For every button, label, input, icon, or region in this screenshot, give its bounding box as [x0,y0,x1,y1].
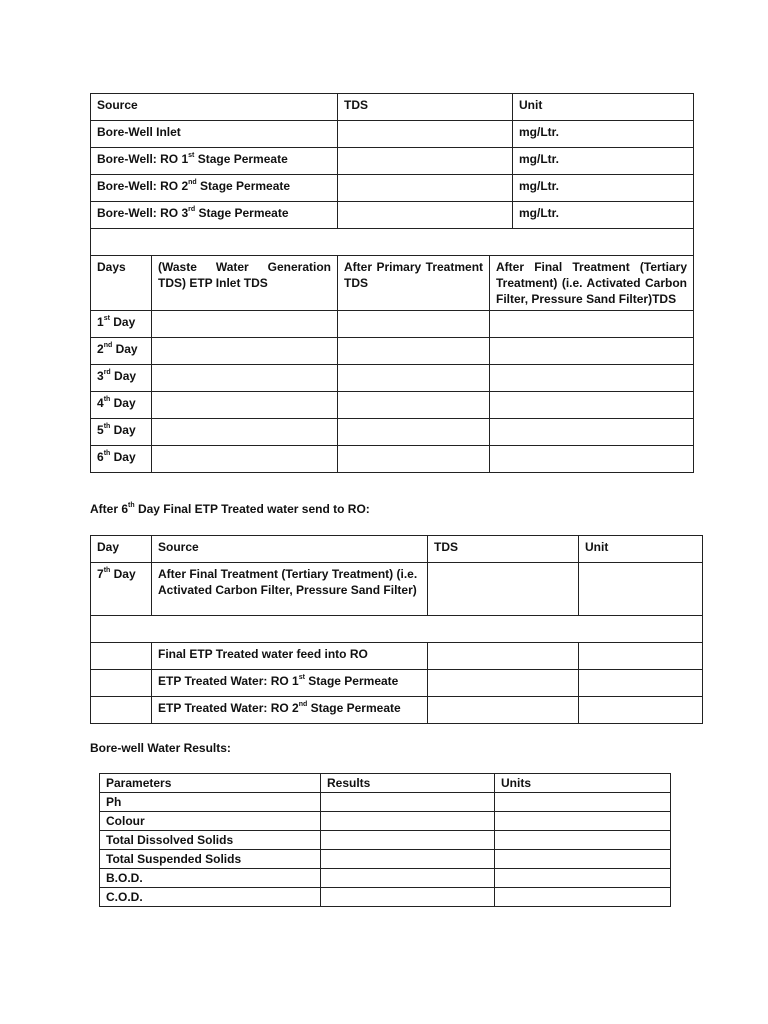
unit-cell: mg/Ltr. [513,202,694,229]
borewell-results-table [99,773,671,907]
primary-cell[interactable] [338,365,490,392]
parameter-cell: Total Dissolved Solids [100,831,321,850]
etp-inlet-cell[interactable] [152,419,338,446]
final-cell[interactable] [490,338,694,365]
spacer-row [91,229,694,256]
day-row [91,365,694,392]
header-source: Source [91,94,338,121]
final-cell[interactable] [490,311,694,338]
header-final-treatment-tds: After Final Treatment (Tertiary Treatment) (i.e. Activated Carbon Filter, Pressure Sand Filter)TDS [490,256,694,311]
table-row [100,869,671,888]
unit-cell: mg/Ltr. [513,121,694,148]
tds-cell[interactable] [428,643,579,670]
source-cell: Bore-Well: RO 3rd Stage Permeate [91,202,338,229]
units-cell[interactable] [495,831,671,850]
parameter-cell: C.O.D. [100,888,321,907]
primary-cell[interactable] [338,419,490,446]
units-cell[interactable] [495,850,671,869]
header-source: Source [152,536,428,563]
table-row [91,121,694,148]
unit-cell: mg/Ltr. [513,148,694,175]
table-row [91,175,694,202]
section-heading-borewell-results: Bore-well Water Results: [90,741,231,755]
table-header-row [91,94,694,121]
source-cell: ETP Treated Water: RO 2nd Stage Permeate [152,697,428,724]
etp-inlet-cell[interactable] [152,311,338,338]
primary-cell[interactable] [338,392,490,419]
tds-cell[interactable] [338,175,513,202]
header-day: Day [91,536,152,563]
day-label: 3rd Day [91,365,152,392]
day-cell[interactable] [91,643,152,670]
tds-cell[interactable] [338,148,513,175]
table-row [91,643,703,670]
etp-inlet-cell[interactable] [152,365,338,392]
day-row [91,446,694,473]
day-label: 2nd Day [91,338,152,365]
day-label: 5th Day [91,419,152,446]
etp-to-ro-table [90,535,703,724]
source-cell: Bore-Well Inlet [91,121,338,148]
unit-cell: mg/Ltr. [513,175,694,202]
header-days: Days [91,256,152,311]
primary-cell[interactable] [338,446,490,473]
borewell-tds-table [90,93,694,473]
parameter-cell: B.O.D. [100,869,321,888]
header-etp-inlet-tds: (Waste Water Generation TDS) ETP Inlet TDS [152,256,338,311]
final-cell[interactable] [490,392,694,419]
units-cell[interactable] [495,888,671,907]
tds-cell[interactable] [338,202,513,229]
result-cell[interactable] [321,869,495,888]
table-row [100,831,671,850]
header-primary-treatment-tds: After Primary Treatment TDS [338,256,490,311]
unit-cell[interactable] [579,697,703,724]
source-cell: After Final Treatment (Tertiary Treatment) (i.e. Activated Carbon Filter, Pressure Sand Filter) [152,563,428,616]
table-header-row [100,774,671,793]
primary-cell[interactable] [338,338,490,365]
header-unit: Unit [513,94,694,121]
table-row [91,670,703,697]
header-results: Results [321,774,495,793]
result-cell[interactable] [321,888,495,907]
etp-inlet-cell[interactable] [152,338,338,365]
final-cell[interactable] [490,446,694,473]
day-label: 4th Day [91,392,152,419]
days-header-row [91,256,694,311]
header-parameters: Parameters [100,774,321,793]
day-label: 7th Day [91,563,152,616]
header-tds: TDS [428,536,579,563]
unit-cell[interactable] [579,563,703,616]
table-row [91,148,694,175]
tds-cell[interactable] [338,121,513,148]
result-cell[interactable] [321,850,495,869]
day-cell[interactable] [91,670,152,697]
table-row [100,888,671,907]
table-row [100,793,671,812]
final-cell[interactable] [490,365,694,392]
day-cell[interactable] [91,697,152,724]
result-cell[interactable] [321,831,495,850]
day-row [91,419,694,446]
day-row [91,338,694,365]
parameter-cell: Ph [100,793,321,812]
units-cell[interactable] [495,812,671,831]
units-cell[interactable] [495,793,671,812]
day-label: 6th Day [91,446,152,473]
tds-cell[interactable] [428,670,579,697]
result-cell[interactable] [321,793,495,812]
parameter-cell: Total Suspended Solids [100,850,321,869]
etp-inlet-cell[interactable] [152,392,338,419]
table-row [100,850,671,869]
units-cell[interactable] [495,869,671,888]
unit-cell[interactable] [579,670,703,697]
day-label: 1st Day [91,311,152,338]
etp-inlet-cell[interactable] [152,446,338,473]
spacer-cell [91,616,703,643]
result-cell[interactable] [321,812,495,831]
day-row [91,392,694,419]
header-unit: Unit [579,536,703,563]
table-row [91,202,694,229]
unit-cell[interactable] [579,643,703,670]
header-tds: TDS [338,94,513,121]
source-cell: Final ETP Treated water feed into RO [152,643,428,670]
source-cell: Bore-Well: RO 1st Stage Permeate [91,148,338,175]
header-units: Units [495,774,671,793]
source-cell: ETP Treated Water: RO 1st Stage Permeate [152,670,428,697]
spacer-row [91,616,703,643]
parameter-cell: Colour [100,812,321,831]
final-cell[interactable] [490,419,694,446]
table-header-row [91,536,703,563]
spacer-cell [91,229,694,256]
table-row [91,697,703,724]
tds-cell[interactable] [428,697,579,724]
section-heading-ro-feed: After 6th Day Final ETP Treated water send to RO: [90,502,370,516]
table-row [91,563,703,616]
primary-cell[interactable] [338,311,490,338]
day-row [91,311,694,338]
source-cell: Bore-Well: RO 2nd Stage Permeate [91,175,338,202]
tds-cell[interactable] [428,563,579,616]
table-row [100,812,671,831]
